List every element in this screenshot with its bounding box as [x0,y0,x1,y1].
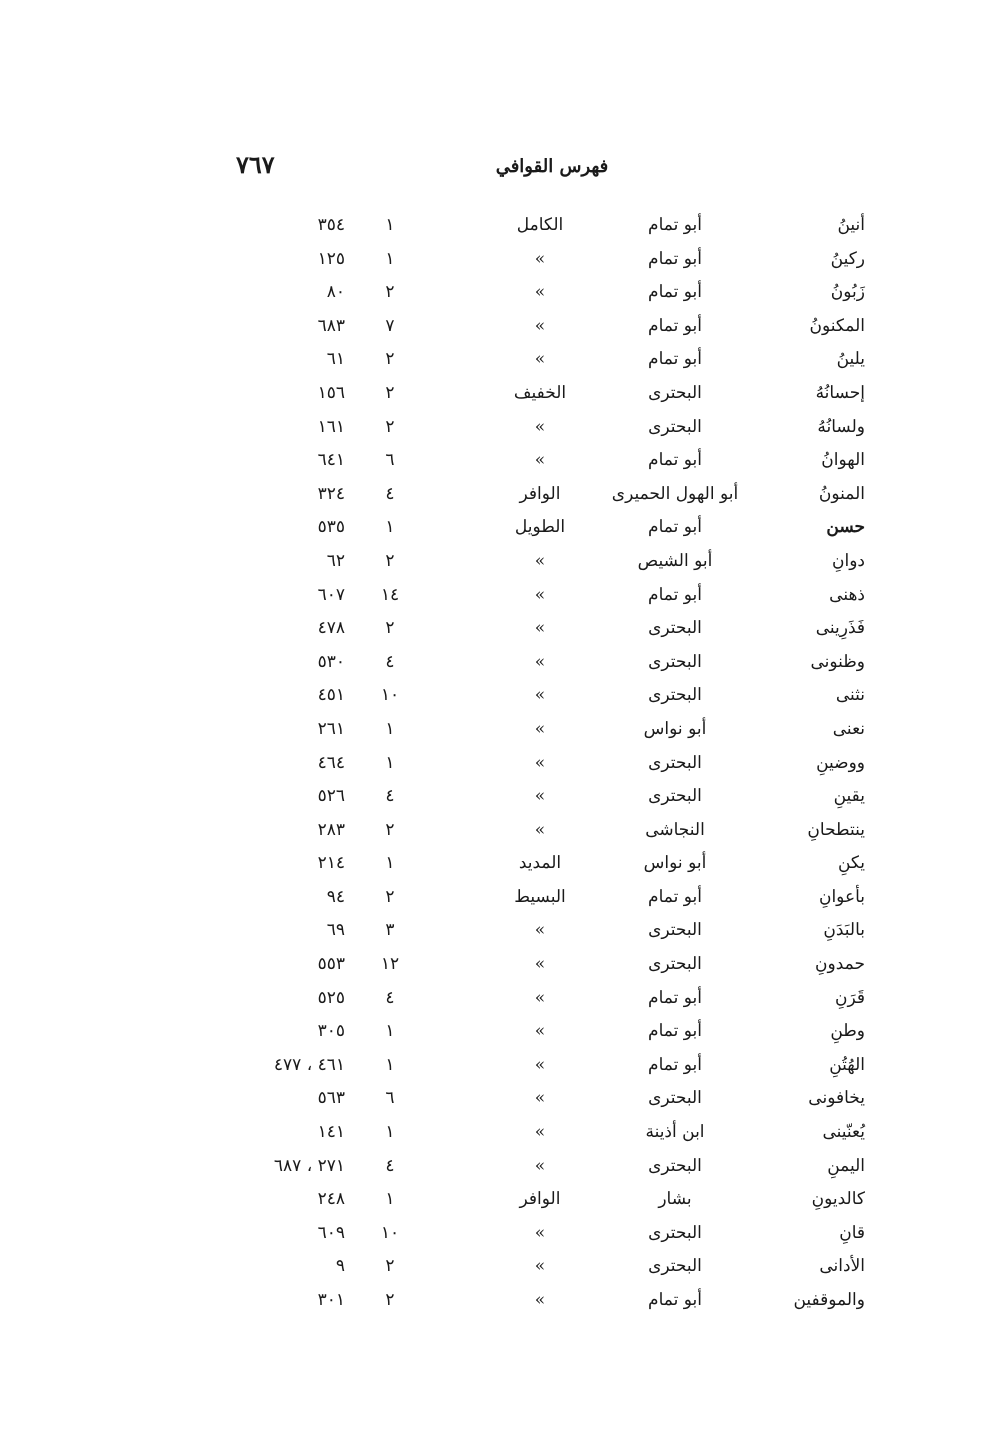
table-row [0,716,1005,750]
verse-count: ٢ [385,349,395,370]
verse-count: ١ [385,1054,395,1075]
rhyme-word: يخافونى [808,1088,865,1109]
poet-name: أبو تمام [648,987,702,1008]
meter-name: » [534,1256,546,1277]
poet-name: أبو تمام [648,282,702,303]
poet-name: أبو تمام [648,517,702,538]
poet-name: أبو تمام [648,248,702,269]
poet-name: البحترى [648,618,702,639]
page-refs: ٦٠٧ [317,584,345,605]
meter-name: » [534,1155,546,1176]
table-row [0,1052,1005,1086]
meter-name: الطويل [514,517,566,538]
verse-count: ٢ [385,1256,395,1277]
rhyme-word: بالبَدَنِ [823,920,865,941]
meter-name: الكامل [516,215,564,235]
rhyme-word: بأعوانِ [818,886,865,907]
verse-count: ١ [385,215,395,235]
verse-count: ١٠ [380,685,400,706]
page-refs: ٢١٤ [317,853,345,874]
rhyme-word: اليمنِ [827,1155,865,1176]
page-number: ٧٦٧ [236,150,275,179]
table-row [0,985,1005,1019]
meter-name: » [534,584,546,605]
page-refs: ٦٠٩ [317,1222,345,1243]
rhyme-word: يكنِ [837,853,865,874]
page-refs: ١٢٥ [317,248,345,269]
rhyme-word: يُعنّينى [822,1122,865,1143]
verse-count: ٣ [385,920,395,941]
rhyme-word: إحسانُهُ [815,382,865,403]
rhyme-word: الهُتُنِ [829,1054,865,1075]
poet-name: البحترى [648,382,702,403]
verse-count: ٢ [385,886,395,907]
page-refs: ١٤١ [317,1122,345,1143]
poet-name: النجاشى [645,819,705,840]
poet-name: البحترى [648,786,702,807]
verse-count: ١ [385,1189,395,1210]
verse-count: ٢ [385,416,395,437]
rhyme-word: حمدونِ [815,954,865,975]
table-row [0,615,1005,649]
poet-name: ابن أذينة [645,1122,705,1143]
verse-count: ١ [385,248,395,269]
page-refs: ٩ [335,1256,345,1277]
verse-count: ٤ [385,1155,395,1176]
page-refs: ٨٠ [326,282,345,303]
verse-count: ٦ [385,1088,395,1109]
page-title: فهرس القوافي [495,156,609,177]
page-refs: ٥٢٦ [317,786,345,807]
page-refs: ٣٠١ [317,1290,345,1310]
verse-count: ٤ [385,651,395,672]
page-refs: ٥٥٣ [317,954,345,975]
poet-name: أبو تمام [648,584,702,605]
rhyme-word: يقينِ [833,786,865,807]
poet-name: البحترى [648,1088,702,1109]
poet-name: بشار [658,1189,692,1210]
page-refs: ٥٦٣ [317,1088,345,1109]
verse-count: ٤ [385,786,395,807]
meter-name: » [534,1290,546,1310]
meter-name: » [534,618,546,639]
meter-name: » [534,718,546,739]
poet-name: البحترى [648,954,702,975]
meter-name: » [534,819,546,840]
rhyme-word: الهوانُ [821,450,865,471]
meter-name: المديد [518,853,562,874]
table-row [0,1153,1005,1187]
page-refs: ٦٤١ [317,450,345,471]
table-row [0,548,1005,582]
page-refs: ٤٦١ ، ٤٧٧ [273,1054,345,1075]
page-refs: ٦٨٣ [317,315,345,336]
rhyme-word: والموقفين [793,1290,865,1310]
table-row [0,313,1005,347]
table-row [0,346,1005,380]
table-row [0,1220,1005,1254]
table-row [0,884,1005,918]
verse-count: ٢ [385,550,395,571]
meter-name: » [534,1088,546,1109]
meter-name: الخفيف [513,382,567,403]
page-refs: ٢٤٨ [317,1189,345,1210]
poet-name: أبو تمام [648,450,702,471]
verse-count: ١٤ [380,584,400,605]
table-row [0,750,1005,784]
meter-name: » [534,1021,546,1042]
poet-name: البحترى [648,685,702,706]
meter-name: » [534,1054,546,1075]
poet-name: أبو تمام [648,1290,702,1310]
poet-name: أبو تمام [648,1054,702,1075]
meter-name: » [534,954,546,975]
meter-name: » [534,1122,546,1143]
table-row [0,246,1005,280]
poet-name: البحترى [648,1222,702,1243]
meter-name: » [534,416,546,437]
verse-count: ٢ [385,618,395,639]
rhyme-word: الأدانى [819,1256,865,1277]
rhyme-word: وظنونى [810,651,865,672]
page-refs: ٣٢٤ [317,483,345,504]
table-row [0,212,1005,246]
table-row [0,1287,1005,1321]
verse-count: ١ [385,1122,395,1143]
table-row [0,783,1005,817]
page-refs: ٥٣٥ [317,517,345,538]
page-refs: ٣٠٥ [317,1021,345,1042]
page-refs: ٢٧١ ، ٦٨٧ [273,1155,345,1176]
table-row [0,414,1005,448]
meter-name: الوافر [519,1189,561,1210]
table-row [0,514,1005,548]
verse-count: ٢ [385,819,395,840]
table-row [0,1119,1005,1153]
meter-name: » [534,450,546,471]
rhyme-word: يلينُ [836,349,865,370]
page-refs: ٣٥٤ [317,215,345,235]
rhyme-word: ينتطحانِ [807,819,865,840]
verse-count: ٦ [385,450,395,471]
verse-count: ١٢ [380,954,400,975]
rhyme-word: أنينُ [837,215,865,235]
verse-count: ١٠ [380,1222,400,1243]
meter-name: البسيط [514,886,566,907]
table-row [0,649,1005,683]
page-refs: ٤٧٨ [317,618,345,639]
table-row [0,582,1005,616]
page-refs: ١٥٦ [317,382,345,403]
meter-name: » [534,282,546,303]
table-row [0,1186,1005,1220]
poet-name: البحترى [648,416,702,437]
poet-name: أبو الهول الحميرى [611,483,739,504]
page-refs: ٥٣٠ [317,651,345,672]
rhyme-word: ولسانُهُ [817,416,865,437]
table-row [0,279,1005,313]
poet-name: أبو تمام [648,349,702,370]
rhyme-word: قَرَنِ [835,987,865,1008]
table-row [0,447,1005,481]
meter-name: » [534,920,546,941]
table-row [0,380,1005,414]
page-refs: ٦١ [326,349,345,370]
table-row [0,917,1005,951]
poet-name: البحترى [648,752,702,773]
page-refs: ٦٢ [326,550,345,571]
rhyme-word: وطنِ [830,1021,865,1042]
rhyme-word: نثنى [835,685,865,706]
meter-name: الوافر [519,483,561,504]
rhyme-word: قانِ [839,1222,865,1243]
rhyme-word: ركينُ [830,248,865,269]
rhyme-word: زَبُونُ [830,282,865,303]
verse-count: ٢ [385,382,395,403]
meter-name: » [534,349,546,370]
table-row [0,1085,1005,1119]
verse-count: ٤ [385,987,395,1008]
poet-name: البحترى [648,920,702,941]
meter-name: » [534,987,546,1008]
meter-name: » [534,685,546,706]
page-refs: ٦٩ [326,920,345,941]
rhyme-word: ووضينِ [816,752,865,773]
meter-name: » [534,315,546,336]
table-row [0,850,1005,884]
page-refs: ٤٦٤ [317,752,345,773]
rhyme-word: المكنونُ [809,315,865,336]
verse-count: ١ [385,718,395,739]
page-refs: ٥٢٥ [317,987,345,1008]
page-refs: ٤٥١ [317,685,345,706]
rhyme-word: ذهنى [829,584,865,605]
table-row [0,817,1005,851]
meter-name: » [534,248,546,269]
poet-name: أبو الشيص [637,550,713,571]
rhyme-word: نعنى [832,718,865,739]
page-refs: ١٦١ [317,416,345,437]
poet-name: أبو نواس [643,718,707,739]
table-row [0,951,1005,985]
rhyme-index-table [0,212,1005,1321]
rhyme-word: دوانِ [832,550,865,571]
page-refs: ٩٤ [326,886,345,907]
meter-name: » [534,1222,546,1243]
verse-count: ١ [385,752,395,773]
verse-count: ٧ [385,315,395,336]
verse-count: ٢ [385,1290,395,1310]
verse-count: ١ [385,853,395,874]
poet-name: أبو نواس [643,853,707,874]
poet-name: البحترى [648,1256,702,1277]
poet-name: أبو تمام [648,315,702,336]
meter-name: » [534,786,546,807]
rhyme-word: المنونُ [818,483,865,504]
meter-name: » [534,550,546,571]
poet-name: أبو تمام [648,215,702,235]
verse-count: ١ [385,517,395,538]
meter-name: » [534,752,546,773]
meter-name: » [534,651,546,672]
poet-name: البحترى [648,651,702,672]
poet-name: البحترى [648,1155,702,1176]
poet-name: أبو تمام [648,1021,702,1042]
table-row [0,1253,1005,1287]
rhyme-word: حسن [826,517,865,538]
rhyme-word: كالديونِ [811,1189,865,1210]
verse-count: ٢ [385,282,395,303]
rhyme-word: فَذَرِينى [815,618,865,639]
verse-count: ٤ [385,483,395,504]
page-refs: ٢٨٣ [317,819,345,840]
table-row [0,682,1005,716]
verse-count: ١ [385,1021,395,1042]
page-refs: ٢٦١ [317,718,345,739]
table-row [0,481,1005,515]
poet-name: أبو تمام [648,886,702,907]
table-row [0,1018,1005,1052]
